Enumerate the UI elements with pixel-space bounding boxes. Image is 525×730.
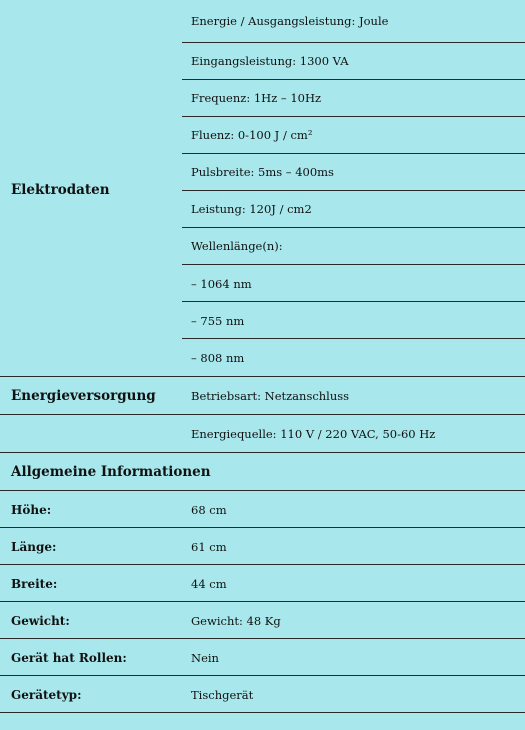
spec-value-rollen: Nein — [191, 650, 219, 665]
spec-value-frequenz: Frequenz: 1Hz – 10Hz — [191, 91, 322, 105]
spec-label-laenge: Länge: — [11, 539, 57, 554]
spec-value-wavelength-808: – 808 nm — [191, 350, 245, 365]
section-label-energieversorgung: Energieversorgung — [11, 387, 156, 404]
spec-value-pulsbreite: Pulsbreite: 5ms – 400ms — [191, 165, 334, 179]
spec-label-geraetetyp: Gerätetyp: — [11, 687, 82, 702]
spec-label-breite: Breite: — [11, 576, 58, 591]
spec-value-energiequelle: Energiequelle: 110 V / 220 VAC, 50-60 Hz — [191, 426, 436, 441]
spec-value-leistung: Leistung: 120J / cm2 — [191, 202, 312, 216]
section-label-elektrodaten: Elektrodaten — [11, 182, 110, 198]
spec-value-geraetetyp: Tischgerät — [191, 687, 254, 702]
spec-value-gewicht: Gewicht: 48 Kg — [191, 613, 281, 628]
spec-value-laenge: 61 cm — [191, 539, 227, 554]
section-heading-allgemein: Allgemeine Informationen — [11, 463, 211, 480]
spec-value-betriebsart: Betriebsart: Netzanschluss — [191, 388, 350, 403]
spec-label-hoehe: Höhe: — [11, 502, 52, 517]
spec-value-wavelength-755: – 755 nm — [191, 313, 245, 328]
row-divider — [0, 527, 525, 528]
spec-value-wellenlaenge: Wellenlänge(n): — [191, 239, 283, 253]
spec-value-breite: 44 cm — [191, 576, 227, 591]
spec-value-wavelength-1064: – 1064 nm — [191, 276, 252, 291]
spec-value-eingangsleistung: Eingangsleistung: 1300 VA — [191, 54, 349, 68]
spec-label-gewicht: Gewicht: — [11, 613, 70, 628]
row-divider — [0, 490, 525, 491]
row-divider — [0, 712, 525, 713]
row-divider — [0, 564, 525, 565]
spec-value-hoehe: 68 cm — [191, 502, 227, 517]
spec-value-fluenz: Fluenz: 0-100 J / cm² — [191, 128, 313, 142]
spec-label-rollen: Gerät hat Rollen: — [11, 650, 127, 665]
spec-value-energie: Energie / Ausgangsleistung: Joule — [191, 14, 389, 28]
